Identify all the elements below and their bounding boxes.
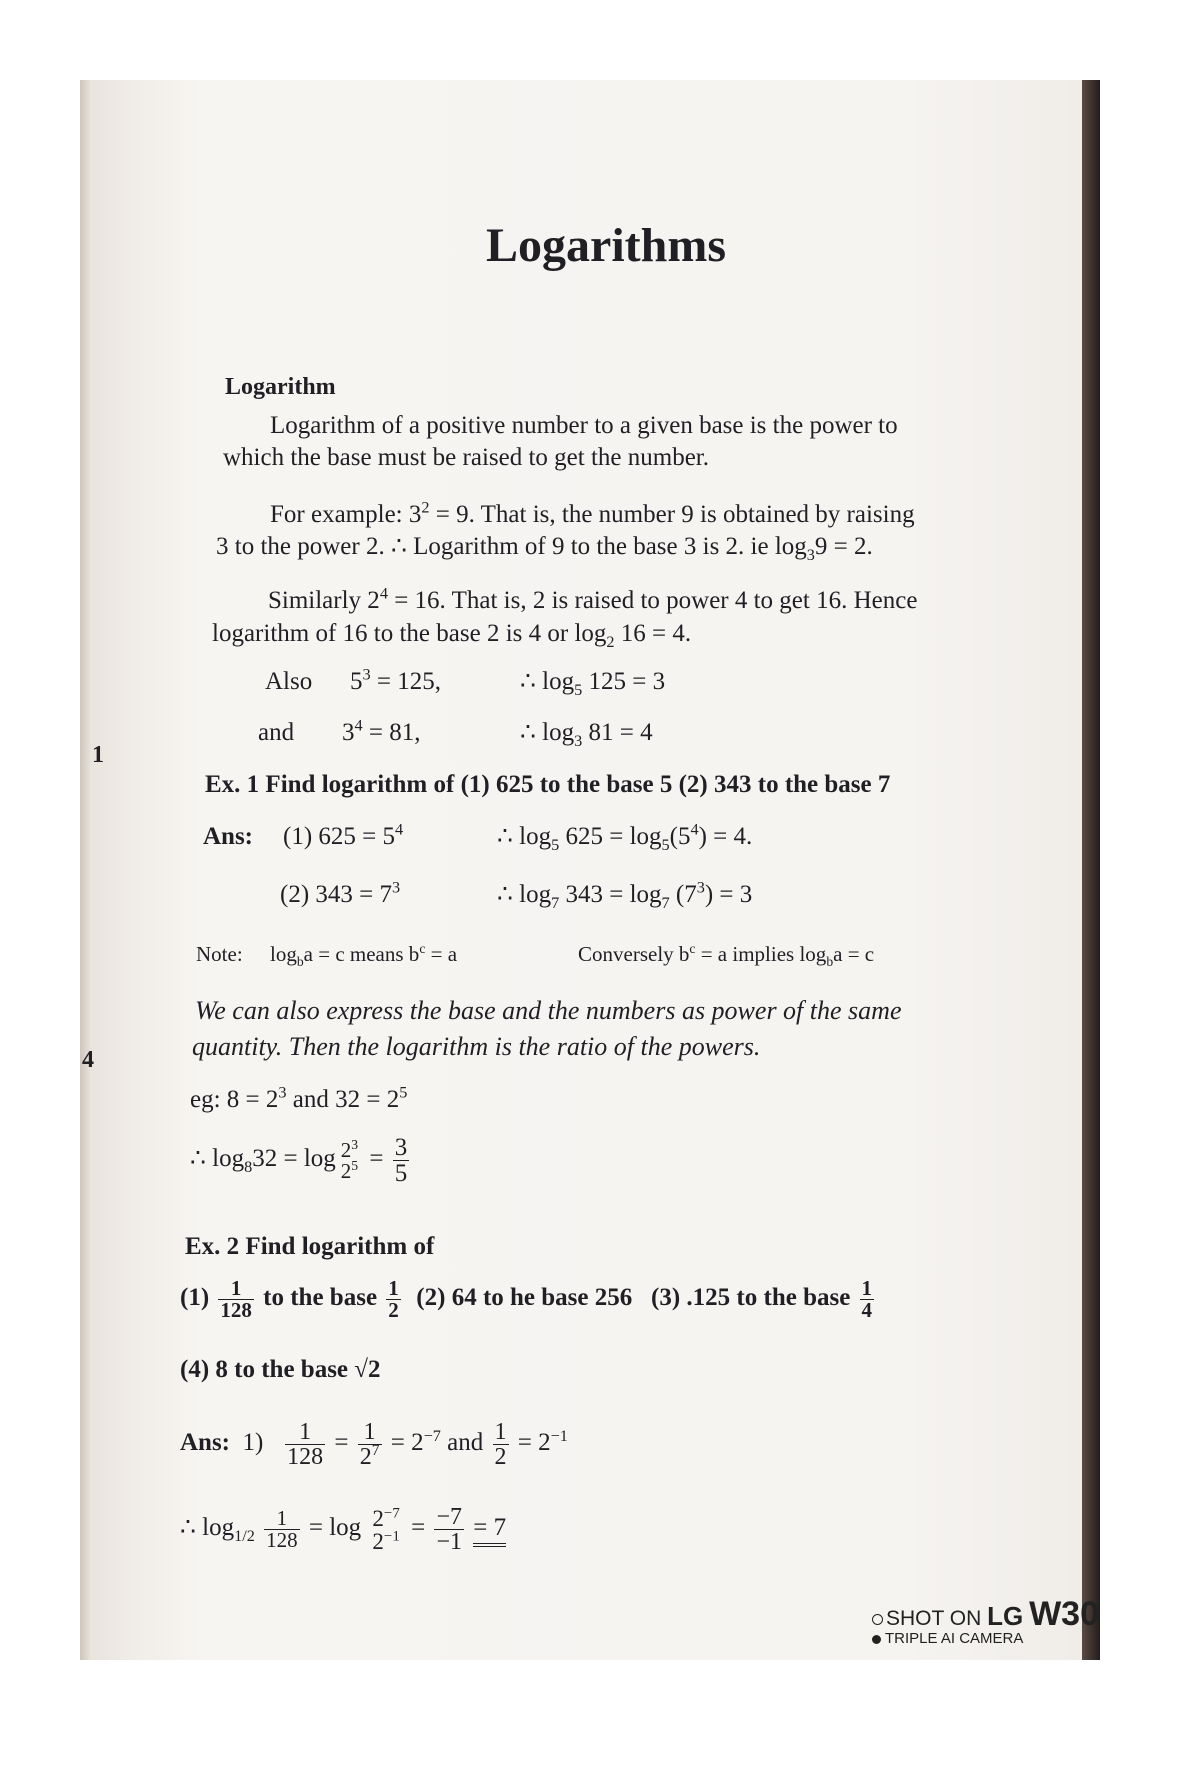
ex2-final-line: ∴ $\log_{1/2}$ $\frac{1}{128}$ = log $2^{-7}$ $2^{-1}$ = $\frac{-7}{-1}$ = 7 [180,1504,507,1555]
note-label: Note: [196,942,243,966]
ex1-ans-label: Ans: [203,823,254,850]
definition-line-1: Logarithm of a positive number to a given base is the power to [270,412,898,439]
ex2-question: Ex. 2 Find logarithm of [185,1233,435,1260]
bullet-icon [872,1635,881,1644]
example-line-2: 3 to the power 2. ∴ Logarithm of 9 to the base 3 is 2. ie $\log_39 = 2$. [216,533,873,564]
definition-line-2: which the base must be raised to get the number. [223,444,709,471]
similarly-line-2: logarithm of 16 to the base 2 is 4 or $\log_2 16 = 4$. [212,620,692,651]
eg-line-2: ∴ $\log_832 = \log$ $2^3$ $2^5$ = $\frac{3}{5}$ [190,1134,408,1187]
ex1-ans-1-lhs: (1) $625 = 5^4$ [283,820,404,850]
also-equation: $5^3 = 125$, [350,665,441,695]
camera-watermark: SHOT ON LG W30 TRIPLE AI CAMERA [872,1595,1099,1647]
ex1-ans-1-rhs: ∴ $\log_5 625 = \log_5(5^4) = 4$. [497,820,753,854]
also-log: ∴ $\log_5 125 = 3$ [520,668,666,699]
and-label: and [258,719,295,746]
eg-line-1: eg: $8 = 2^3$ and $32 = 2^5$ [190,1083,408,1113]
ex1-question: Ex. 1 Find logarithm of (1) 625 to the base 5 (2) 343 to the base 7 [205,771,891,798]
book-spine [80,80,92,1660]
ex1-ans-2-rhs: ∴ $\log_7 343 = \log_7 (7^3) = 3$ [497,878,753,912]
page-edge-shadow [1082,80,1100,1660]
similarly-line-1: Similarly $2^4 = 16$. That is, 2 is raised to power 4 to get 16. Hence [268,584,918,614]
ex2-parts-line: (1) $\frac{1}{128}$ to the base $\frac{1}{2}$ (2) 64 to he base 256 (3) .125 to the base $\frac{1}{4}$ [180,1276,873,1322]
ring-icon [872,1614,883,1625]
final-answer: = 7 [473,1514,506,1547]
italic-statement-line-1: We can also express the base and the numbers as power of the same [195,996,902,1025]
and-log: ∴ $\log_3 81 = 4$ [520,719,653,750]
and-equation: $3^4 = 81$, [342,716,421,746]
section-heading: Logarithm [225,374,336,400]
also-label: Also [265,668,313,695]
note-part-1: $\log_ba = c$ means $b^c = a$ [270,941,458,970]
ex2-part-4: (4) 8 to the base √2 [180,1356,381,1383]
margin-mark-4: 4 [82,1047,94,1073]
ex2-answer-line: Ans: 1) $\frac{1}{128}$ = $\frac{1}{2^7}$ = $2^{-7}$ and $\frac{1}{2}$ = $2^{-1}$ [180,1419,568,1470]
note-part-2: Conversely $b^c = a$ implies $\log_ba = c$ [578,941,875,970]
example-line-1: For example: $3^2 = 9$. That is, the number 9 is obtained by raising [270,498,915,528]
margin-mark-1: 1 [92,742,104,768]
page-title: Logarithms [486,219,726,272]
ex1-ans-2-lhs: (2) $343 = 7^3$ [280,878,401,908]
italic-statement-line-2: quantity. Then the logarithm is the ratio of the powers. [192,1032,761,1061]
